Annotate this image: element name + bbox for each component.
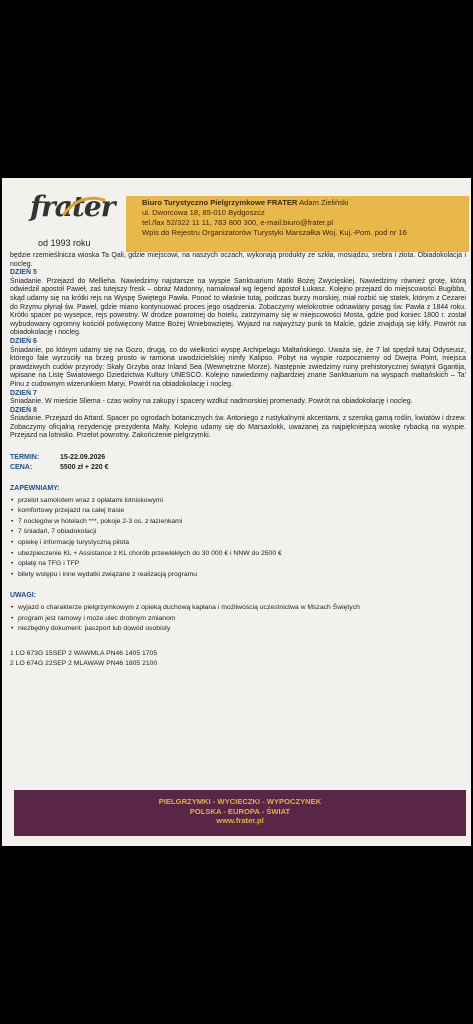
day-5-heading: DZIEŃ 5 <box>10 269 37 277</box>
program-content <box>10 252 466 670</box>
price-label: CENA: <box>10 464 33 472</box>
list-item: • program jest ramowy i może ulec drobnym zmianom <box>10 614 466 625</box>
agency-title: Biuro Turystyczno Pielgrzymkowe FRATER Adam Zieliński <box>142 198 349 207</box>
list-item: • przelot samolotem wraz z opłatami lotniskowymi <box>10 496 466 507</box>
footer-tagline: PIELGRZYMKI - WYCIECZKI - WYPOCZYNEK <box>158 797 322 806</box>
list-item: • 7 noclegów w hotelach ***, pokoje 2-3 os. z łazienkami <box>10 517 466 528</box>
list-item: • opłatę na TFG i TFP <box>10 559 466 570</box>
flight-line: 2 LO 674G 22SEP 2 MLAWAW PN46 1805 2100 <box>10 660 158 668</box>
list-item: • niezbędny dokument: paszport lub dowód osobisty <box>10 624 466 635</box>
term-value: 15-22.09.2026 <box>60 454 106 462</box>
list-item: • wyjazd o charakterze pielgrzymkowym z opieką duchową kapłana i możliwością uczestnictwa w Mszach Świętych <box>10 603 466 614</box>
frater-logo <box>2 182 122 252</box>
document-page <box>2 178 471 846</box>
price-value: 5500 zł + 220 € <box>60 464 109 472</box>
included-title: ZAPEWNIAMY: <box>10 485 60 493</box>
notes-title: UWAGI: <box>10 592 37 600</box>
term-row <box>10 453 466 463</box>
list-item: • 7 śniadań, 7 obiadokolacji <box>10 527 466 538</box>
logo-since: od 1993 roku <box>38 238 91 248</box>
list-item: • opiekę i informację turystyczną pilota <box>10 538 466 549</box>
letterhead <box>2 182 471 252</box>
day-7-heading: DZIEŃ 7 <box>10 389 37 397</box>
logo-swoosh-icon <box>62 194 106 218</box>
day-7-text: Śniadanie. W mieście Sliema - czas wolny na zakupy i spacery wzdłuż nadmorskiej promenady. Powrót na obiadokolację i nocleg. <box>10 398 413 406</box>
list-item: • komfortowy przejazd na całej trasie <box>10 506 466 517</box>
day-6-heading: DZIEŃ 6 <box>10 337 37 345</box>
notes-list <box>10 603 466 635</box>
agency-banner <box>126 196 469 252</box>
day-8-text: Śniadanie. Przejazd do Attard. Spacer po ogrodach botanicznych św. Antoniego z rustykalnymi akcentami, z szeroką gamą roślin, kwiatów i drzew. Zobaczymy oficjalną rezydencję prezydenta Malty. Kolejno udamy się do Marsaxlokk, uważanej za najpiękniejszą wioskę rybacką na wyspie. Przejazd na lotnisko. Przelot powrotny. Zakończenie pielgrzymki. <box>10 415 466 440</box>
flight-line: 1 LO 673G 15SEP 2 WAWMLA PN46 1405 1705 <box>10 649 158 657</box>
footer-website: www.frater.pl <box>216 816 264 826</box>
agency-registry: Wpis do Rejestru Organizatorów Turystyki Marszałka Woj. Kuj.-Pom. pod nr 16 <box>142 228 407 237</box>
agency-contact: tel./fax 52/322 11 11, 783 800 300, e-mail:biuro@frater.pl <box>142 218 334 227</box>
program-intro: będzie rzemieślnicza wioska Ta Qali, gdzie miejscowi, na naszych oczach, wykonają produkty ze szkła, mosiądzu, srebra i złota. Obiadokolacja i nocleg. <box>10 252 466 268</box>
included-list <box>10 496 466 581</box>
day-6-text: Śniadanie, po którym udamy się na Gozo, drugą, co do wielkości wyspę Archipelagu Maltańskiego. Uważa się, że 7 lat spędził tutaj Odyseusz, którego fale wyrzuciły na brzeg prosto w ramiona uwodzicielskiej nimfy Kalipso. Pobyt na wyspie rozpoczniemy od Dwejra Point, miejsca prawdziwych cudów przyrody: Skały Grzyba oraz Inland Sea (Wewnętrzne Morze). Następnie zwiedzimy ruiny prehistorycznej świątyni Ggantija, wpisane na Listę Światowego Dziedzictwa Kultury UNESCO. Kolejno nawiedzimy najbardziej znane Sanktuarium na wyspach maltańskich – Ta' Pinu z cudownym wizerunkiem Maryi. Powrót na obiadokolację i nocleg. <box>10 346 466 388</box>
logo-wordmark: frater <box>30 190 115 223</box>
agency-address: ul. Dworcowa 18, 85-010 Bydgoszcz <box>142 208 265 217</box>
pricing-block <box>10 453 466 473</box>
footer-regions: POLSKA - EUROPA - ŚWIAT <box>189 806 291 816</box>
term-label: TERMIN: <box>10 454 40 462</box>
flight-schedule <box>10 649 466 670</box>
list-item: • bilety wstępu i inne wydatki związane z realizacją programu <box>10 570 466 581</box>
footer-banner <box>14 790 466 836</box>
list-item: • ubezpieczenie KL + Assistance z KL chorób przewlekłych do 30 000 € i NNW do 2500 € <box>10 549 466 560</box>
day-5-text: Śniadanie. Przejazd do Mellieha. Nawiedzimy najstarsze na wyspie Sanktuarium Matki Bożej Zwycięskiej. Nawiedzimy również grotę, którą odwiedził apostoł Paweł, zaś tutejszy fresk – obraz Madonny, namalował wg legend apostoł Łukasz. Kolejno przejazd do miejscowości Bugibba, skąd udamy się na krótki rejs na Wyspę Świętego Pawła. Ponoć to właśnie tutaj, podczas burzy morskiej, miał rozbić się statek, którym z Cezarei do Rzymu płynął św. Paweł, gdzie miano kontynuować proces jego osądzenia. Zobaczymy wielokrotnie odnawiany posąg św. Pawła z 1844 roku. Krótki spacer po wysepce, rejs powrotny. W drodze powrotnej do hotelu, zatrzymamy się w miejscowości Mosta, gdzie pod koniec 1800 r. został wybudowany ogromny kościół poświęcony Matce Bożej Wniebowziętej. Wyjazd na najwyższy punk ta Malcie, gdzie znajdują się klify. Powrót na obiadokolację i nocleg. <box>10 277 466 337</box>
price-row <box>10 463 466 473</box>
day-8-heading: DZIEŃ 8 <box>10 406 37 414</box>
